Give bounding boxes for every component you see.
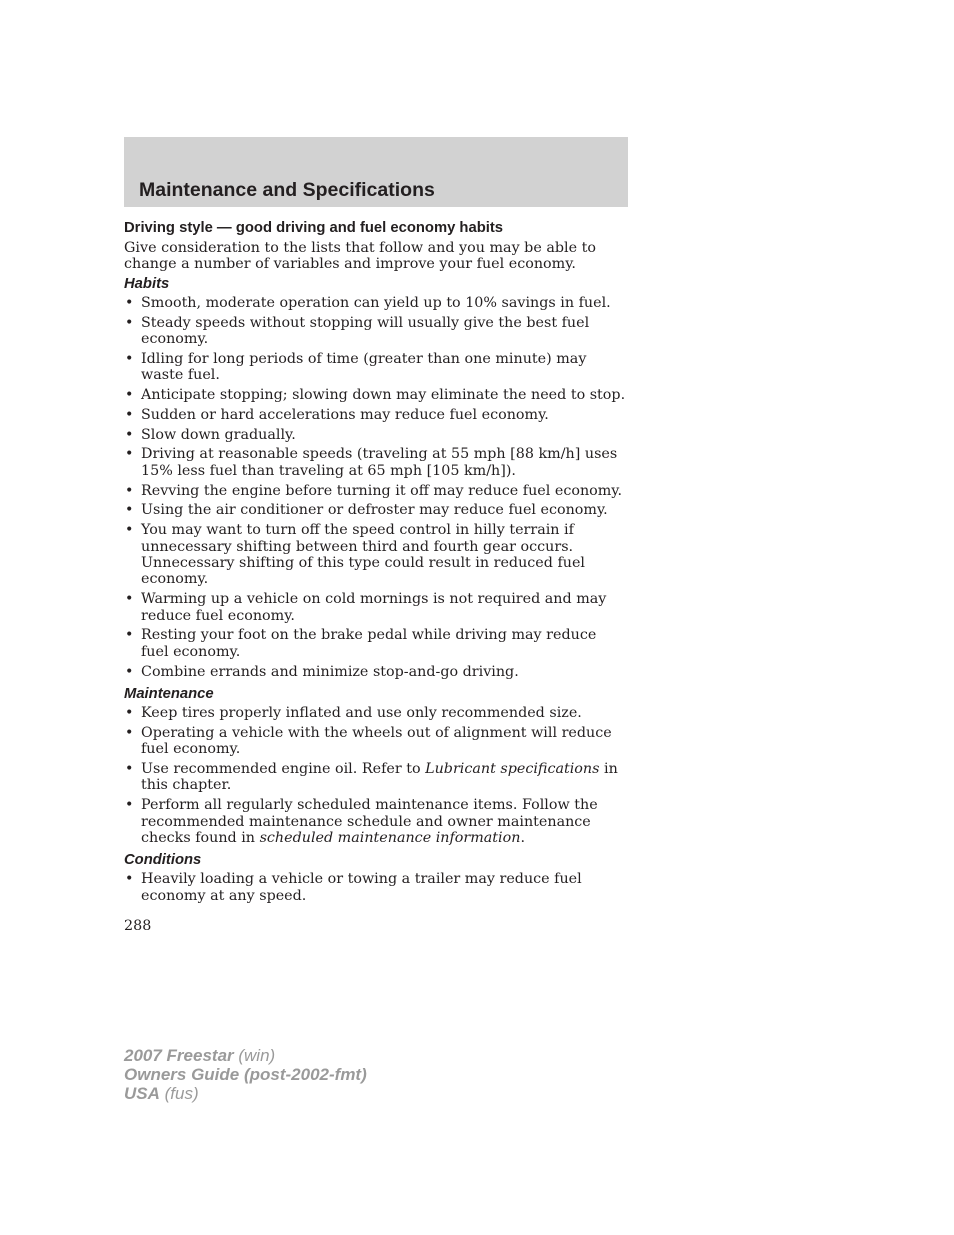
list-item: • Idling for long periods of time (greater than one minute) may waste fuel. <box>124 351 628 384</box>
list-item: • Steady speeds without stopping will usually give the best fuel economy. <box>124 315 628 348</box>
chapter-title: Maintenance and Specifications <box>139 179 435 201</box>
habits-heading: Habits <box>124 275 170 292</box>
conditions-heading: Conditions <box>124 852 202 869</box>
list-item: • Heavily loading a vehicle or towing a trailer may reduce fuel economy at any speed. <box>124 871 628 904</box>
item-text: . <box>520 830 525 847</box>
list-item: • Revving the engine before turning it off may reduce fuel economy. <box>124 483 628 499</box>
page-number: 288 <box>124 918 152 935</box>
list-item: • Driving at reasonable speeds (traveling at 55 mph [88 km/h] uses 15% less fuel than traveling at 65 mph [105 km/h]). <box>124 446 628 479</box>
section-title: Driving style — good driving and fuel economy habits <box>124 220 504 236</box>
footer-market-code: (fus) <box>159 1084 199 1103</box>
footer-line-market <box>124 1084 367 1103</box>
list-item: • Sudden or hard accelerations may reduce fuel economy. <box>124 407 628 423</box>
list-item: • Combine errands and minimize stop-and-go driving. <box>124 664 628 680</box>
maintenance-heading: Maintenance <box>124 686 214 703</box>
list-item: • Slow down gradually. <box>124 427 628 443</box>
footer-line-guide <box>124 1065 367 1084</box>
footer-guide: Owners Guide (post-2002-fmt) <box>124 1065 367 1084</box>
list-item <box>124 797 628 846</box>
list-item: • Resting your foot on the brake pedal while driving may reduce fuel economy. <box>124 627 628 660</box>
footer-line-model <box>124 1046 367 1065</box>
maintenance-list <box>124 705 628 846</box>
item-text: in this chapter. <box>141 761 618 794</box>
lubricant-specifications-reference: Lubricant specifications <box>425 761 600 778</box>
footer-model: 2007 Freestar <box>124 1046 234 1065</box>
scheduled-maintenance-reference: scheduled maintenance information <box>259 830 521 847</box>
list-item: • You may want to turn off the speed control in hilly terrain if unnecessary shifting between third and fourth gear occurs. Unnecessary shifting of this type could result in reduced fuel economy. <box>124 522 628 588</box>
list-item: • Keep tires properly inflated and use only recommended size. <box>124 705 628 721</box>
footer-model-code: (win) <box>233 1046 276 1065</box>
list-item: • Anticipate stopping; slowing down may eliminate the need to stop. <box>124 387 628 403</box>
intro-paragraph: Give consideration to the lists that follow and you may be able to change a number of variables and improve your fuel economy. <box>124 240 596 273</box>
item-text: Use recommended engine oil. Refer to <box>141 761 426 778</box>
document-footer <box>124 1046 367 1103</box>
header-band <box>124 137 628 207</box>
list-item: • Using the air conditioner or defroster may reduce fuel economy. <box>124 502 628 518</box>
item-text: Perform all regularly scheduled maintenance items. Follow the recommended maintenance schedule and owner maintenance checks found in <box>141 797 598 847</box>
list-item: • Operating a vehicle with the wheels out of alignment will reduce fuel economy. <box>124 725 628 758</box>
list-item: • Smooth, moderate operation can yield up to 10% savings in fuel. <box>124 295 628 311</box>
conditions-list <box>124 871 628 904</box>
habits-list <box>124 295 628 680</box>
footer-market: USA <box>124 1084 160 1103</box>
list-item <box>124 761 628 794</box>
page-content <box>124 219 628 935</box>
list-item: • Warming up a vehicle on cold mornings is not required and may reduce fuel economy. <box>124 591 628 624</box>
